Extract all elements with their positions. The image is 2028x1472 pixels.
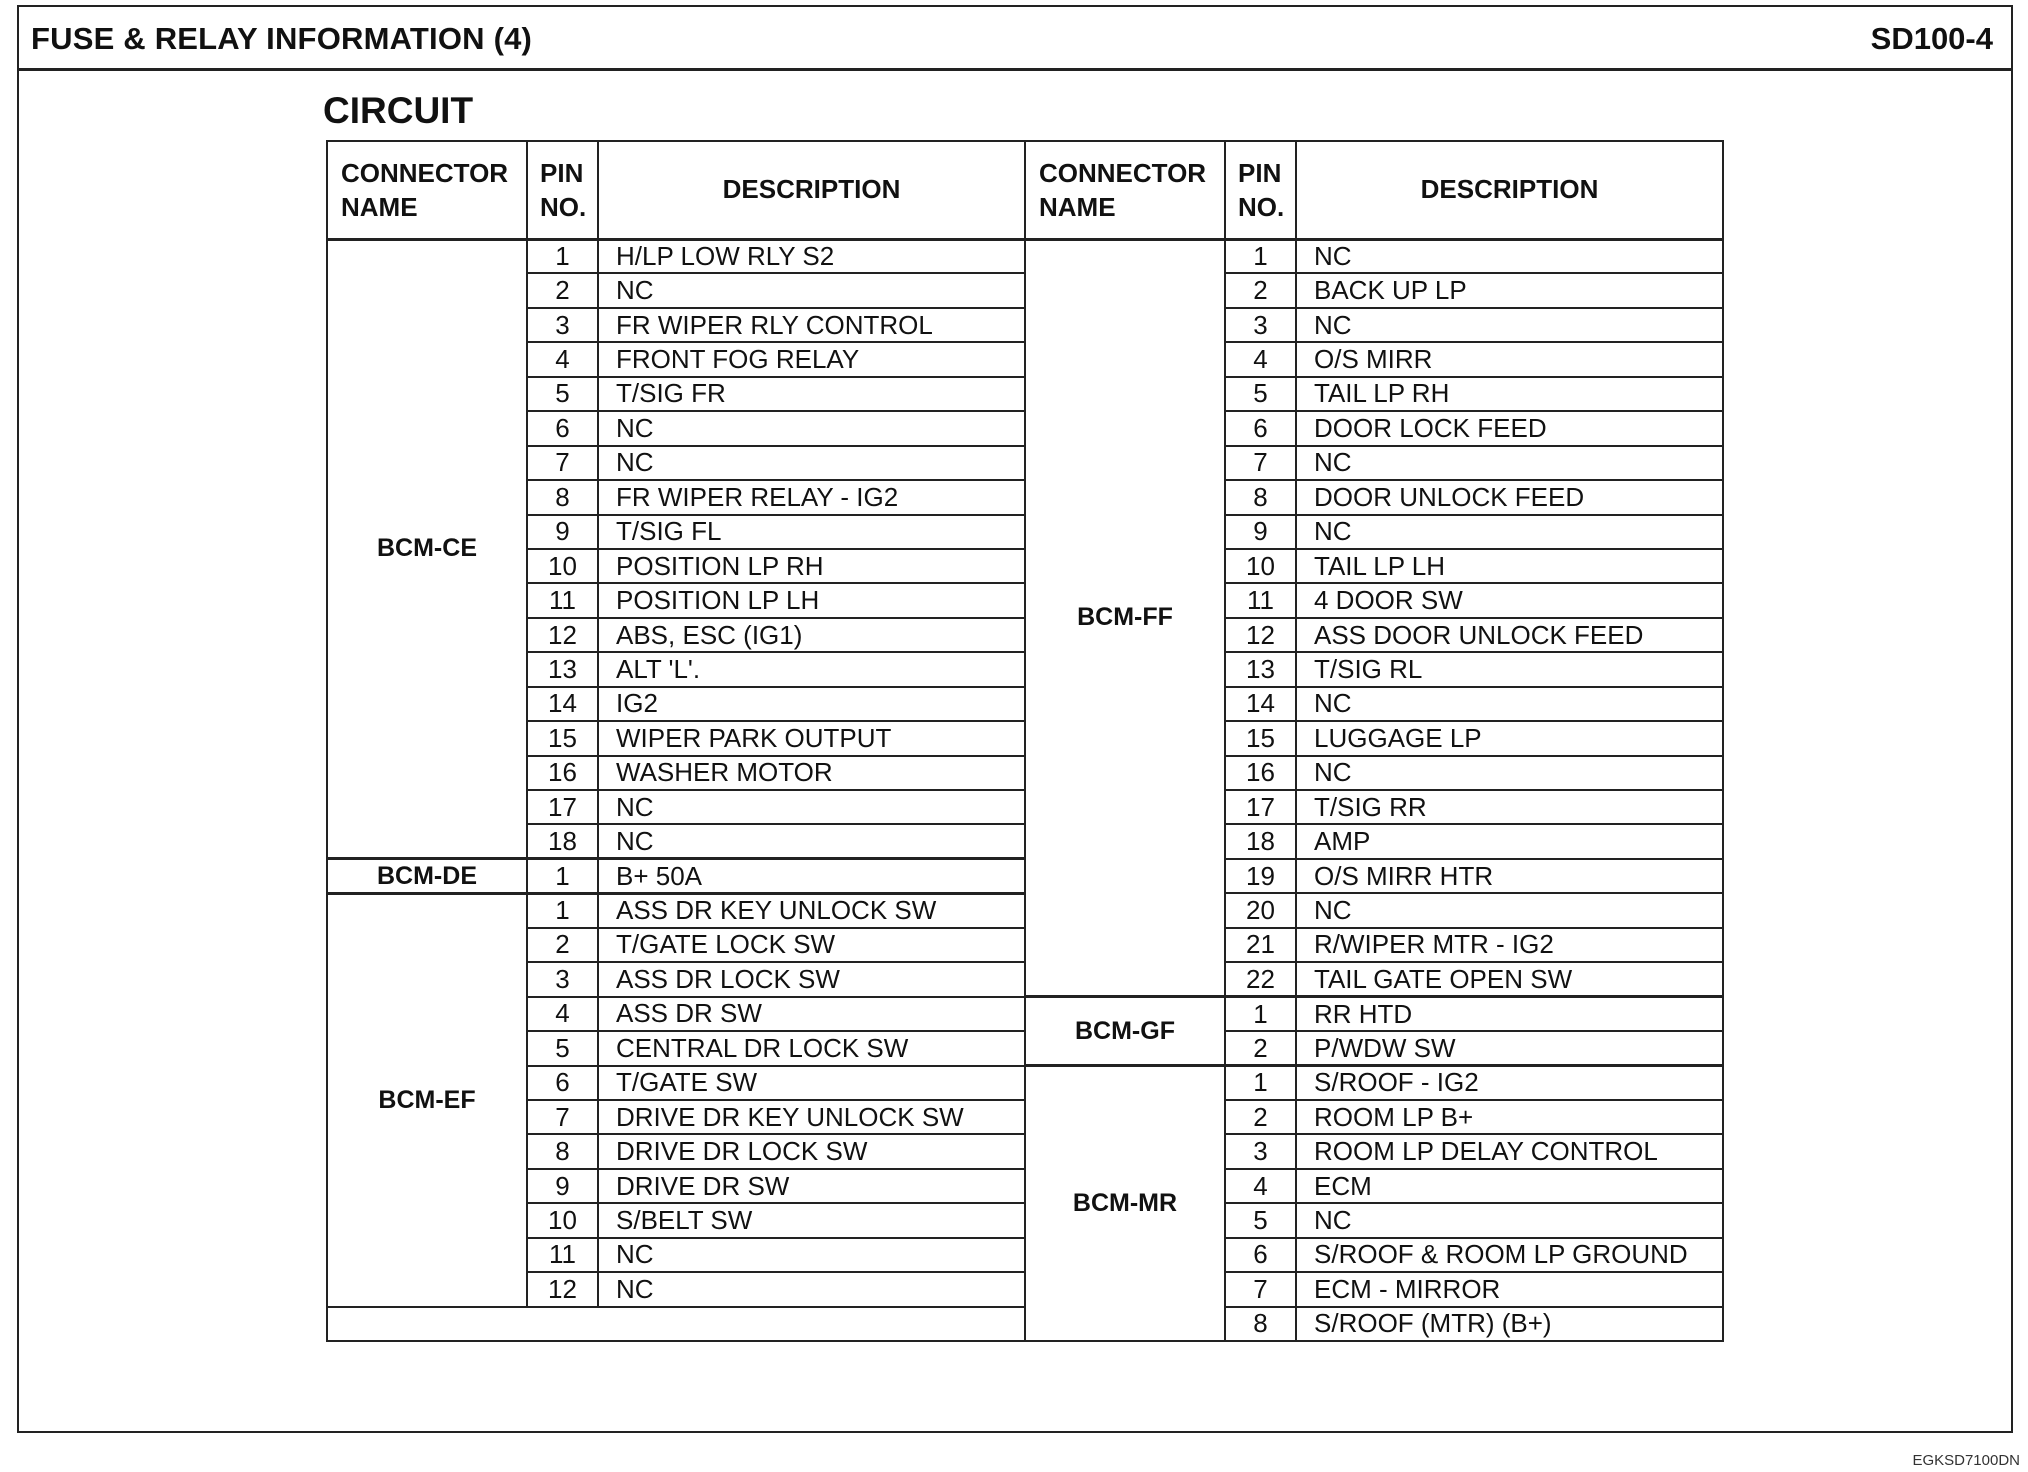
pin-description: ROOM LP B+: [1296, 1100, 1723, 1134]
pin-number: 6: [1225, 411, 1296, 445]
pin-description: CENTRAL DR LOCK SW: [598, 1031, 1025, 1065]
pin-number: 12: [527, 618, 598, 652]
pin-header-line2: NO.: [540, 191, 587, 222]
connector-header-line1: CONNECTOR: [341, 157, 509, 188]
figure-code: EGKSD7100DN: [1912, 1452, 2020, 1469]
pin-description: TAIL LP LH: [1296, 549, 1723, 583]
pin-number: 5: [1225, 377, 1296, 411]
pin-description: T/GATE LOCK SW: [598, 928, 1025, 962]
pin-number: 18: [527, 824, 598, 858]
pin-number: 3: [527, 962, 598, 996]
pin-number: 8: [1225, 480, 1296, 514]
pin-description: ASS DOOR UNLOCK FEED: [1296, 618, 1723, 652]
table-row: [327, 859, 1025, 893]
pin-description: NC: [1296, 756, 1723, 790]
pin-number: 17: [1225, 790, 1296, 824]
connector-name: BCM-DE: [327, 859, 527, 893]
pin-description: S/ROOF (MTR) (B+): [1296, 1307, 1723, 1341]
pin-number: 16: [527, 756, 598, 790]
pin-description: ECM - MIRROR: [1296, 1272, 1723, 1306]
pin-number: 10: [527, 1203, 598, 1237]
pin-description: FR WIPER RELAY - IG2: [598, 480, 1025, 514]
pin-description: NC: [598, 824, 1025, 858]
section-title: CIRCUIT: [323, 90, 474, 131]
pin-number: 14: [1225, 687, 1296, 721]
pin-description: NC: [598, 446, 1025, 480]
pin-description: POSITION LP LH: [598, 583, 1025, 617]
pin-description: ASS DR LOCK SW: [598, 962, 1025, 996]
pin-number: 9: [527, 1169, 598, 1203]
pin-number: 16: [1225, 756, 1296, 790]
pin-number: 5: [527, 1031, 598, 1065]
pin-number: 7: [1225, 446, 1296, 480]
pin-number: 4: [527, 342, 598, 376]
pin-description: NC: [1296, 308, 1723, 342]
empty-cell: [327, 1307, 1025, 1341]
connector-name-header: [1025, 141, 1225, 239]
pin-description: FR WIPER RLY CONTROL: [598, 308, 1025, 342]
pin-description: H/LP LOW RLY S2: [598, 239, 1025, 273]
pin-number: 4: [1225, 1169, 1296, 1203]
pin-description: WIPER PARK OUTPUT: [598, 721, 1025, 755]
pin-number: 12: [1225, 618, 1296, 652]
circuit-table-right: [1024, 140, 1724, 1342]
page-code: SD100-4: [1870, 21, 1993, 56]
pin-number: 17: [527, 790, 598, 824]
pin-number: 12: [527, 1272, 598, 1306]
table-row: [1025, 997, 1723, 1031]
circuit-table-left-body: [327, 239, 1025, 1341]
table-row: [1025, 1066, 1723, 1100]
pin-number: 3: [1225, 308, 1296, 342]
pin-description: NC: [1296, 893, 1723, 927]
pin-header-line1: PIN: [1238, 157, 1282, 188]
pin-number: 6: [1225, 1238, 1296, 1272]
pin-description: NC: [598, 790, 1025, 824]
pin-description: 4 DOOR SW: [1296, 583, 1723, 617]
pin-number: 11: [527, 1238, 598, 1272]
pin-number: 6: [527, 1066, 598, 1100]
pin-number: 2: [527, 273, 598, 307]
pin-number: 1: [1225, 239, 1296, 273]
header-bar: [19, 7, 2011, 71]
pin-description: NC: [598, 411, 1025, 445]
pin-header-line2: NO.: [1238, 191, 1285, 222]
pin-description: T/SIG RR: [1296, 790, 1723, 824]
pin-number: 9: [1225, 515, 1296, 549]
pin-number: 21: [1225, 928, 1296, 962]
pin-description: ECM: [1296, 1169, 1723, 1203]
pin-number: 14: [527, 687, 598, 721]
connector-header-line2: NAME: [341, 191, 418, 222]
connector-header-line1: CONNECTOR: [1039, 157, 1207, 188]
pin-description: T/SIG FL: [598, 515, 1025, 549]
pin-number: 7: [1225, 1272, 1296, 1306]
pin-number: 10: [1225, 549, 1296, 583]
pin-description: O/S MIRR: [1296, 342, 1723, 376]
connector-name: BCM-FF: [1025, 239, 1225, 997]
pin-number: 19: [1225, 859, 1296, 893]
pin-description: FRONT FOG RELAY: [598, 342, 1025, 376]
pin-number: 2: [1225, 1100, 1296, 1134]
pin-description: BACK UP LP: [1296, 273, 1723, 307]
pin-number: 13: [527, 652, 598, 686]
pin-number: 3: [1225, 1134, 1296, 1168]
pin-number: 18: [1225, 824, 1296, 858]
pin-number: 2: [1225, 273, 1296, 307]
pin-description: NC: [1296, 446, 1723, 480]
empty-row: [327, 1307, 1025, 1341]
pin-number: 10: [527, 549, 598, 583]
pin-number: 7: [527, 1100, 598, 1134]
pin-description: IG2: [598, 687, 1025, 721]
table-header-row: [1025, 141, 1723, 239]
pin-description: DOOR UNLOCK FEED: [1296, 480, 1723, 514]
pin-header-line1: PIN: [540, 157, 584, 188]
pin-number: 5: [527, 377, 598, 411]
pin-number: 6: [527, 411, 598, 445]
connector-name: BCM-MR: [1025, 1066, 1225, 1342]
pin-number: 8: [1225, 1307, 1296, 1341]
pin-description: NC: [598, 1238, 1025, 1272]
pin-no-header: [1225, 141, 1296, 239]
pin-number: 13: [1225, 652, 1296, 686]
pin-no-header: [527, 141, 598, 239]
pin-number: 9: [527, 515, 598, 549]
pin-description: P/WDW SW: [1296, 1031, 1723, 1065]
pin-description: NC: [1296, 687, 1723, 721]
pin-description: AMP: [1296, 824, 1723, 858]
pin-number: 1: [527, 859, 598, 893]
table-row: [327, 893, 1025, 927]
circuit-table-left: [326, 140, 1026, 1342]
pin-number: 2: [1225, 1031, 1296, 1065]
pin-description: RR HTD: [1296, 997, 1723, 1031]
pin-number: 7: [527, 446, 598, 480]
pin-number: 1: [1225, 1066, 1296, 1100]
pin-description: POSITION LP RH: [598, 549, 1025, 583]
pin-description: T/SIG FR: [598, 377, 1025, 411]
connector-header-line2: NAME: [1039, 191, 1116, 222]
pin-description: TAIL GATE OPEN SW: [1296, 962, 1723, 996]
pin-description: LUGGAGE LP: [1296, 721, 1723, 755]
pin-description: T/SIG RL: [1296, 652, 1723, 686]
pin-number: 8: [527, 480, 598, 514]
pin-description: ALT 'L'.: [598, 652, 1025, 686]
pin-number: 5: [1225, 1203, 1296, 1237]
description-header: DESCRIPTION: [598, 141, 1025, 239]
pin-description: B+ 50A: [598, 859, 1025, 893]
connector-name-header: [327, 141, 527, 239]
table-row: [327, 239, 1025, 273]
pin-description: ASS DR SW: [598, 997, 1025, 1031]
pin-number: 15: [1225, 721, 1296, 755]
pin-number: 1: [1225, 997, 1296, 1031]
description-header: DESCRIPTION: [1296, 141, 1723, 239]
pin-number: 1: [527, 239, 598, 273]
pin-description: S/ROOF & ROOM LP GROUND: [1296, 1238, 1723, 1272]
pin-description: NC: [598, 273, 1025, 307]
pin-description: DRIVE DR SW: [598, 1169, 1025, 1203]
pin-description: NC: [1296, 1203, 1723, 1237]
table-row: [1025, 239, 1723, 273]
pin-description: O/S MIRR HTR: [1296, 859, 1723, 893]
connector-name: BCM-EF: [327, 893, 527, 1306]
pin-number: 8: [527, 1134, 598, 1168]
table-header-row: [327, 141, 1025, 239]
pin-number: 22: [1225, 962, 1296, 996]
pin-description: WASHER MOTOR: [598, 756, 1025, 790]
pin-description: ABS, ESC (IG1): [598, 618, 1025, 652]
pin-description: NC: [1296, 239, 1723, 273]
pin-description: ASS DR KEY UNLOCK SW: [598, 893, 1025, 927]
pin-description: R/WIPER MTR - IG2: [1296, 928, 1723, 962]
pin-number: 4: [1225, 342, 1296, 376]
pin-number: 15: [527, 721, 598, 755]
pin-number: 20: [1225, 893, 1296, 927]
pin-description: T/GATE SW: [598, 1066, 1025, 1100]
pin-number: 11: [527, 583, 598, 617]
pin-description: S/BELT SW: [598, 1203, 1025, 1237]
connector-name: BCM-GF: [1025, 997, 1225, 1066]
pin-description: ROOM LP DELAY CONTROL: [1296, 1134, 1723, 1168]
connector-name: BCM-CE: [327, 239, 527, 859]
pin-number: 2: [527, 928, 598, 962]
pin-number: 4: [527, 997, 598, 1031]
pin-number: 1: [527, 893, 598, 927]
pin-description: S/ROOF - IG2: [1296, 1066, 1723, 1100]
circuit-table-right-body: [1025, 239, 1723, 1341]
pin-description: DOOR LOCK FEED: [1296, 411, 1723, 445]
pin-description: DRIVE DR KEY UNLOCK SW: [598, 1100, 1025, 1134]
pin-number: 11: [1225, 583, 1296, 617]
page-title: FUSE & RELAY INFORMATION (4): [31, 21, 533, 56]
pin-description: NC: [1296, 515, 1723, 549]
pin-description: DRIVE DR LOCK SW: [598, 1134, 1025, 1168]
pin-description: TAIL LP RH: [1296, 377, 1723, 411]
pin-number: 3: [527, 308, 598, 342]
pin-description: NC: [598, 1272, 1025, 1306]
